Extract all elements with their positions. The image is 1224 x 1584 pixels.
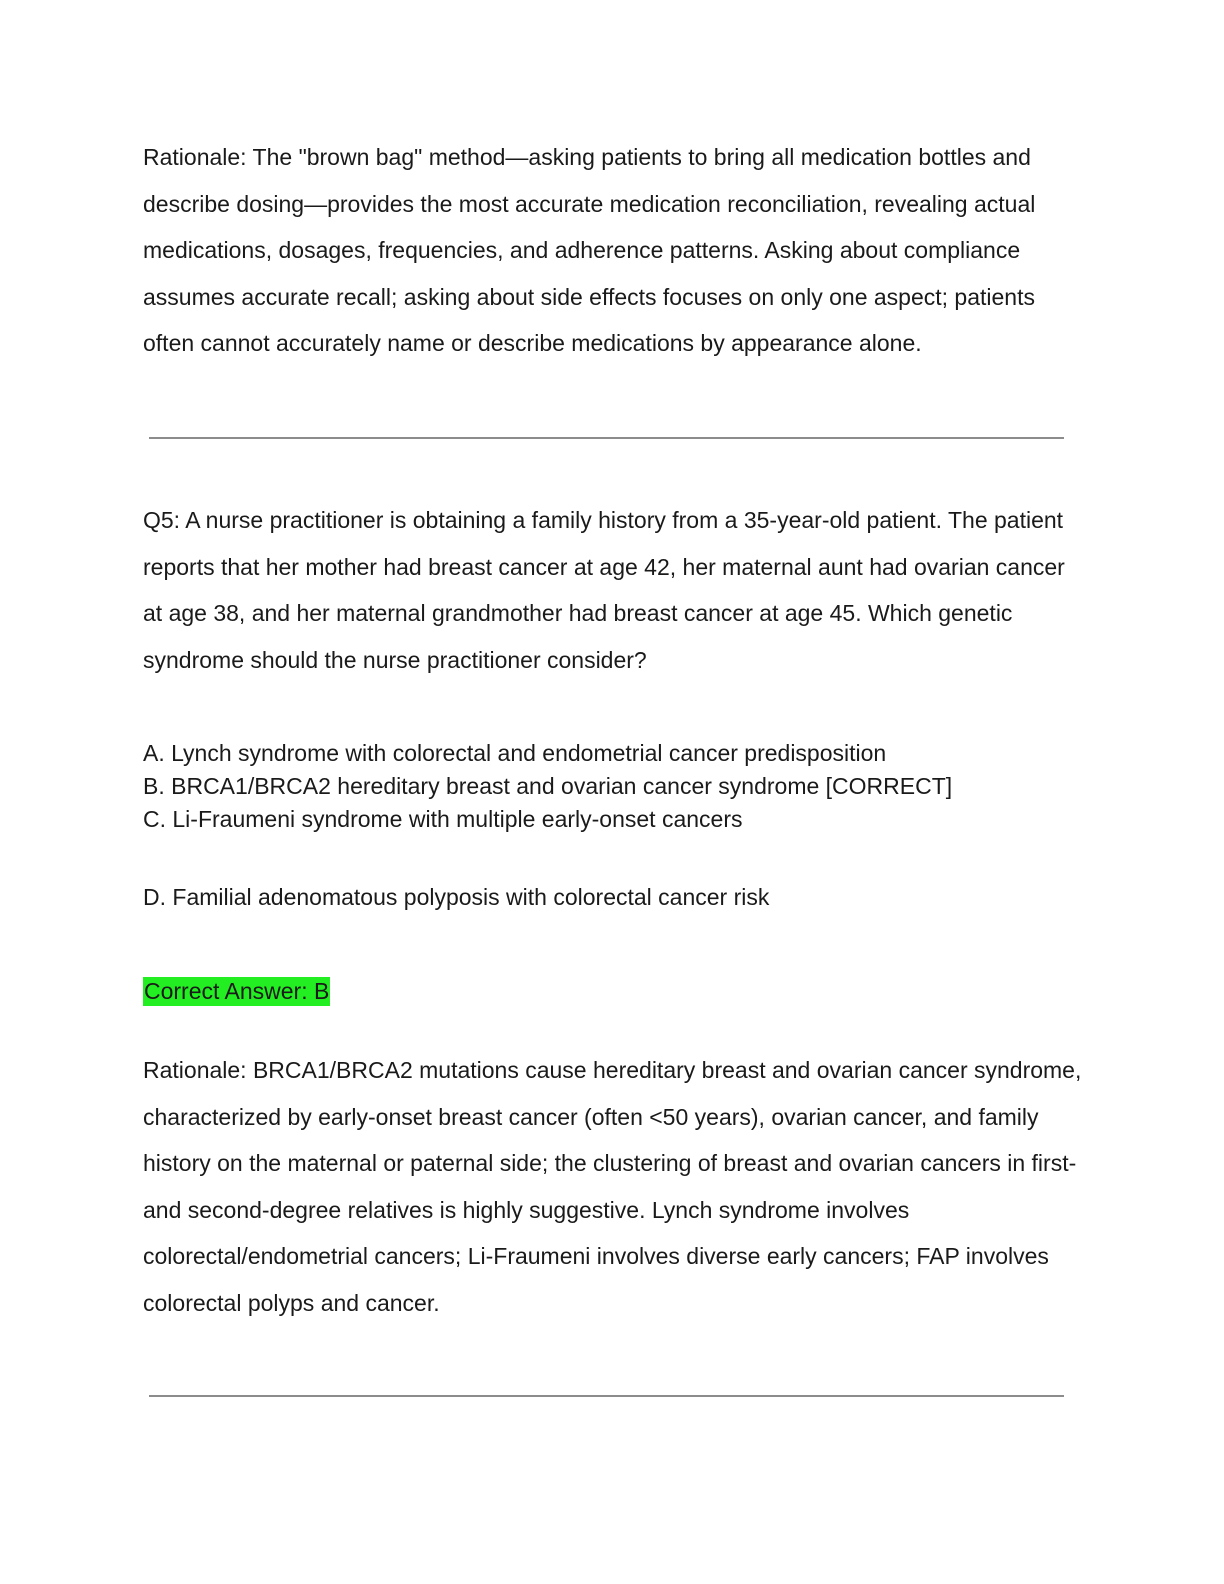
option-d: D. Familial adenomatous polyposis with colorectal cancer risk (143, 884, 770, 910)
rationale-paragraph: Rationale: BRCA1/BRCA2 mutations cause hereditary breast and ovarian cancer syndrome, characterized by early-onset breast cancer (often <50 years), ovarian cancer, and family history on the maternal or paternal side; the clustering of breast and ovarian cancers in first- and second-degree relatives is highly suggestive. Lynch syndrome involves colorectal/endometrial cancers; Li-Fraumeni involves diverse early cancers; FAP involves colorectal polyps and cancer. (143, 1057, 1082, 1316)
option-a: A. Lynch syndrome with colorectal and endometrial cancer predisposition (143, 740, 887, 766)
correct-answer-highlight: Correct Answer: B (144, 978, 330, 1004)
section-divider (149, 437, 1064, 439)
option-b: B. BRCA1/BRCA2 hereditary breast and ovarian cancer syndrome [CORRECT] (143, 773, 953, 799)
question-stem: Q5: A nurse practitioner is obtaining a family history from a 35-year-old patient. The patient reports that her mother had breast cancer at age 42, her maternal aunt had ovarian cancer at age 38, and her maternal grandmother had breast cancer at age 45. Which genetic syndrome should the nurse practitioner consider? (143, 507, 1065, 673)
answer-options (143, 737, 1083, 836)
section-divider-bottom (149, 1395, 1064, 1397)
rationale-paragraph-previous: Rationale: The "brown bag" method—asking patients to bring all medication bottles and describe dosing—provides the most accurate medication reconciliation, revealing actual medications, dosages, frequencies, and adherence patterns. Asking about compliance assumes accurate recall; asking about side effects focuses on only one aspect; patients often cannot accurately name or describe medications by appearance alone. (143, 144, 1036, 356)
option-c: C. Li-Fraumeni syndrome with multiple early-onset cancers (143, 806, 743, 832)
